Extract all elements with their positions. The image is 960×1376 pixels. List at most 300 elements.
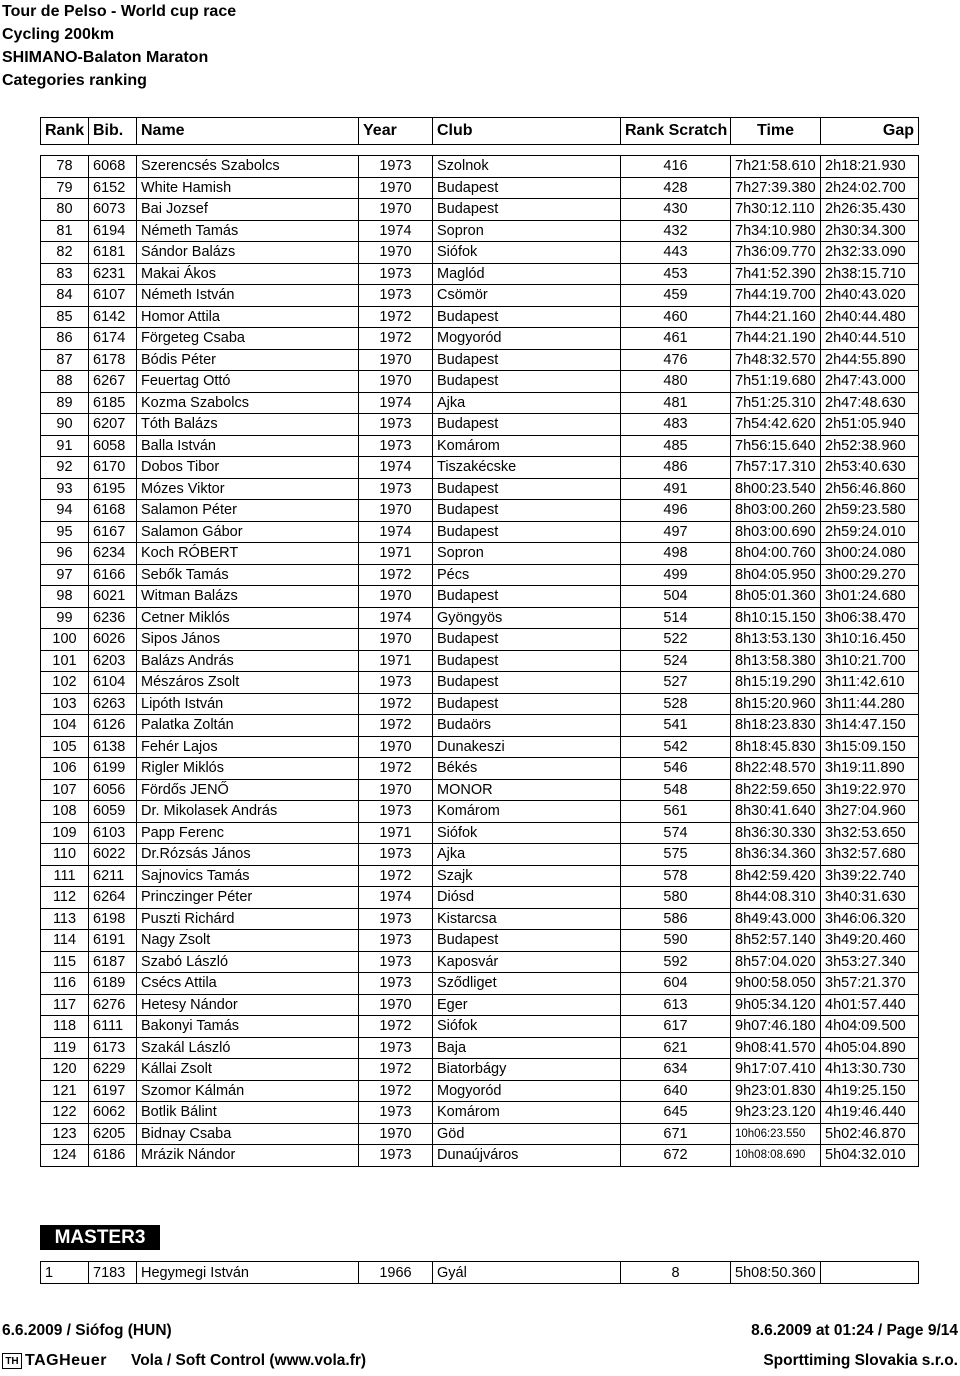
cell-name: Lipóth István <box>137 693 359 715</box>
race-distance: Cycling 200km <box>2 26 115 43</box>
cell-bib: 6138 <box>89 736 137 758</box>
cell-bib: 6068 <box>89 156 137 178</box>
table-row <box>41 865 919 887</box>
cell-year: 1973 <box>359 1102 433 1124</box>
cell-gap: 4h19:46.440 <box>821 1102 919 1124</box>
cell-rank-scratch: 459 <box>621 285 731 307</box>
cell-club: Sződliget <box>433 973 621 995</box>
cell-rank-scratch: 8 <box>621 1262 731 1284</box>
cell-time: 8h18:23.830 <box>731 715 821 737</box>
cell-rank-scratch: 483 <box>621 414 731 436</box>
cell-bib: 6198 <box>89 908 137 930</box>
cell-gap: 2h51:05.940 <box>821 414 919 436</box>
cell-bib: 6264 <box>89 887 137 909</box>
cell-gap: 2h24:02.700 <box>821 177 919 199</box>
cell-rank-scratch: 498 <box>621 543 731 565</box>
cell-rank: 92 <box>41 457 89 479</box>
cell-name: Botlik Bálint <box>137 1102 359 1124</box>
cell-time: 8h49:43.000 <box>731 908 821 930</box>
cell-club: Budapest <box>433 629 621 651</box>
cell-rank: 107 <box>41 779 89 801</box>
cell-bib: 6056 <box>89 779 137 801</box>
cell-bib: 6103 <box>89 822 137 844</box>
cell-name: Mózes Viktor <box>137 478 359 500</box>
cell-gap: 3h00:24.080 <box>821 543 919 565</box>
cell-club: Budapest <box>433 349 621 371</box>
cell-year: 1970 <box>359 586 433 608</box>
cell-club: Komárom <box>433 801 621 823</box>
cell-gap: 3h11:42.610 <box>821 672 919 694</box>
cell-bib: 6211 <box>89 865 137 887</box>
cell-rank-scratch: 514 <box>621 607 731 629</box>
cell-club: Budapest <box>433 199 621 221</box>
cell-rank: 84 <box>41 285 89 307</box>
cell-rank-scratch: 430 <box>621 199 731 221</box>
timing-credit: Sporttiming Slovakia s.r.o. <box>763 1352 958 1369</box>
table-row <box>41 199 919 221</box>
cell-gap: 2h59:24.010 <box>821 521 919 543</box>
cell-club: Maglód <box>433 263 621 285</box>
cell-time: 8h57:04.020 <box>731 951 821 973</box>
cell-gap: 2h38:15.710 <box>821 263 919 285</box>
cell-bib: 6167 <box>89 521 137 543</box>
cell-year: 1973 <box>359 1037 433 1059</box>
cell-bib: 6062 <box>89 1102 137 1124</box>
cell-bib: 6058 <box>89 435 137 457</box>
cell-gap: 3h06:38.470 <box>821 607 919 629</box>
cell-gap: 3h49:20.460 <box>821 930 919 952</box>
cell-rank-scratch: 672 <box>621 1145 731 1167</box>
table-row <box>41 242 919 264</box>
cell-bib: 6178 <box>89 349 137 371</box>
cell-name: Palatka Zoltán <box>137 715 359 737</box>
cell-rank-scratch: 524 <box>621 650 731 672</box>
cell-year: 1973 <box>359 844 433 866</box>
cell-club: Dunakeszi <box>433 736 621 758</box>
cell-club: Budapest <box>433 414 621 436</box>
cell-club: Ajka <box>433 392 621 414</box>
table-row <box>41 392 919 414</box>
cell-bib: 6267 <box>89 371 137 393</box>
cell-rank-scratch: 561 <box>621 801 731 823</box>
print-info: 8.6.2009 at 01:24 / Page 9/14 <box>751 1322 958 1339</box>
cell-gap <box>821 1262 919 1284</box>
cell-year: 1972 <box>359 865 433 887</box>
cell-club: Szajk <box>433 865 621 887</box>
cell-rank: 1 <box>41 1262 89 1284</box>
cell-name: Princzinger Péter <box>137 887 359 909</box>
table-row <box>41 930 919 952</box>
cell-gap: 3h00:29.270 <box>821 564 919 586</box>
cell-club: Siófok <box>433 822 621 844</box>
cell-year: 1973 <box>359 973 433 995</box>
cell-year: 1970 <box>359 779 433 801</box>
table-row <box>41 220 919 242</box>
cell-name: Cetner Miklós <box>137 607 359 629</box>
cell-rank: 116 <box>41 973 89 995</box>
cell-rank: 90 <box>41 414 89 436</box>
cell-name: Feuertag Ottó <box>137 371 359 393</box>
cell-name: Balla István <box>137 435 359 457</box>
cell-club: Budapest <box>433 177 621 199</box>
cell-name: Puszti Richárd <box>137 908 359 930</box>
cell-gap: 2h26:35.430 <box>821 199 919 221</box>
cell-time: 8h00:23.540 <box>731 478 821 500</box>
cell-rank: 81 <box>41 220 89 242</box>
cell-rank: 91 <box>41 435 89 457</box>
table-row <box>41 177 919 199</box>
cell-year: 1972 <box>359 758 433 780</box>
cell-name: Homor Attila <box>137 306 359 328</box>
header-club: Club <box>433 118 621 145</box>
cell-gap: 2h56:46.860 <box>821 478 919 500</box>
cell-time: 8h15:19.290 <box>731 672 821 694</box>
table-row <box>41 650 919 672</box>
cell-name: Hetesy Nándor <box>137 994 359 1016</box>
cell-time: 8h36:30.330 <box>731 822 821 844</box>
cell-year: 1974 <box>359 392 433 414</box>
cell-rank-scratch: 613 <box>621 994 731 1016</box>
cell-year: 1973 <box>359 908 433 930</box>
cell-year: 1970 <box>359 371 433 393</box>
cell-rank-scratch: 546 <box>621 758 731 780</box>
table-row <box>41 736 919 758</box>
cell-rank: 103 <box>41 693 89 715</box>
cell-time: 7h44:21.190 <box>731 328 821 350</box>
cell-rank-scratch: 542 <box>621 736 731 758</box>
cell-year: 1973 <box>359 285 433 307</box>
cell-club: Gyöngyös <box>433 607 621 629</box>
cell-gap: 3h11:44.280 <box>821 693 919 715</box>
cell-gap: 3h32:53.650 <box>821 822 919 844</box>
cell-rank-scratch: 480 <box>621 371 731 393</box>
cell-name: Dobos Tibor <box>137 457 359 479</box>
master-row <box>41 1262 919 1284</box>
table-row <box>41 994 919 1016</box>
cell-gap: 2h40:43.020 <box>821 285 919 307</box>
cell-name: Salamon Gábor <box>137 521 359 543</box>
cell-club: Budapest <box>433 371 621 393</box>
cell-club: MONOR <box>433 779 621 801</box>
cell-rank: 109 <box>41 822 89 844</box>
category-label: MASTER3 <box>40 1225 160 1250</box>
cell-rank: 89 <box>41 392 89 414</box>
cell-rank-scratch: 443 <box>621 242 731 264</box>
cell-time: 8h13:53.130 <box>731 629 821 651</box>
table-row <box>41 951 919 973</box>
cell-gap: 4h13:30.730 <box>821 1059 919 1081</box>
cell-rank: 114 <box>41 930 89 952</box>
cell-gap: 4h19:25.150 <box>821 1080 919 1102</box>
table-row <box>41 306 919 328</box>
cell-bib: 6199 <box>89 758 137 780</box>
cell-time: 8h36:34.360 <box>731 844 821 866</box>
table-row <box>41 1037 919 1059</box>
cell-club: Eger <box>433 994 621 1016</box>
cell-year: 1973 <box>359 801 433 823</box>
cell-rank-scratch: 481 <box>621 392 731 414</box>
cell-rank-scratch: 575 <box>621 844 731 866</box>
cell-club: Mogyoród <box>433 328 621 350</box>
cell-bib: 6170 <box>89 457 137 479</box>
cell-club: Gyál <box>433 1262 621 1284</box>
header-rank: Rank <box>41 118 89 145</box>
table-row <box>41 371 919 393</box>
cell-rank-scratch: 621 <box>621 1037 731 1059</box>
cell-name: Csécs Attila <box>137 973 359 995</box>
cell-name: Szomor Kálmán <box>137 1080 359 1102</box>
cell-time: 9h23:01.830 <box>731 1080 821 1102</box>
cell-rank: 85 <box>41 306 89 328</box>
cell-name: Németh Tamás <box>137 220 359 242</box>
table-row <box>41 1080 919 1102</box>
cell-rank: 79 <box>41 177 89 199</box>
cell-club: Mogyoród <box>433 1080 621 1102</box>
cell-bib: 6073 <box>89 199 137 221</box>
cell-time: 8h44:08.310 <box>731 887 821 909</box>
cell-gap: 2h30:34.300 <box>821 220 919 242</box>
cell-bib: 6104 <box>89 672 137 694</box>
cell-gap: 2h32:33.090 <box>821 242 919 264</box>
cell-name: Tóth Balázs <box>137 414 359 436</box>
cell-rank: 112 <box>41 887 89 909</box>
cell-bib: 6231 <box>89 263 137 285</box>
cell-year: 1970 <box>359 629 433 651</box>
cell-time: 7h48:32.570 <box>731 349 821 371</box>
cell-gap: 3h10:16.450 <box>821 629 919 651</box>
table-row <box>41 586 919 608</box>
cell-year: 1972 <box>359 328 433 350</box>
cell-club: Dunaújváros <box>433 1145 621 1167</box>
software-credit: Vola / Soft Control (www.vola.fr) <box>131 1352 367 1369</box>
cell-club: Békés <box>433 758 621 780</box>
cell-rank-scratch: 528 <box>621 693 731 715</box>
cell-rank-scratch: 617 <box>621 1016 731 1038</box>
cell-rank-scratch: 416 <box>621 156 731 178</box>
cell-bib: 6195 <box>89 478 137 500</box>
cell-time: 7h44:21.160 <box>731 306 821 328</box>
table-row <box>41 1123 919 1145</box>
cell-bib: 6189 <box>89 973 137 995</box>
cell-rank-scratch: 640 <box>621 1080 731 1102</box>
cell-rank-scratch: 504 <box>621 586 731 608</box>
cell-club: Sopron <box>433 220 621 242</box>
cell-name: Fehér Lajos <box>137 736 359 758</box>
cell-rank-scratch: 592 <box>621 951 731 973</box>
table-row <box>41 607 919 629</box>
cell-club: Siófok <box>433 242 621 264</box>
cell-year: 1973 <box>359 156 433 178</box>
table-row <box>41 629 919 651</box>
cell-time: 7h36:09.770 <box>731 242 821 264</box>
cell-year: 1971 <box>359 650 433 672</box>
cell-rank: 124 <box>41 1145 89 1167</box>
cell-rank: 101 <box>41 650 89 672</box>
cell-time: 7h27:39.380 <box>731 177 821 199</box>
cell-year: 1973 <box>359 435 433 457</box>
cell-rank-scratch: 671 <box>621 1123 731 1145</box>
cell-rank: 105 <box>41 736 89 758</box>
table-row <box>41 844 919 866</box>
cell-rank: 115 <box>41 951 89 973</box>
cell-bib: 6174 <box>89 328 137 350</box>
cell-gap: 2h47:43.000 <box>821 371 919 393</box>
cell-rank-scratch: 491 <box>621 478 731 500</box>
cell-year: 1972 <box>359 1059 433 1081</box>
cell-rank-scratch: 548 <box>621 779 731 801</box>
cell-year: 1973 <box>359 672 433 694</box>
cell-gap: 2h47:48.630 <box>821 392 919 414</box>
cell-time: 8h03:00.260 <box>731 500 821 522</box>
table-row <box>41 1102 919 1124</box>
cell-rank-scratch: 460 <box>621 306 731 328</box>
cell-gap: 4h04:09.500 <box>821 1016 919 1038</box>
cell-rank-scratch: 461 <box>621 328 731 350</box>
header-year: Year <box>359 118 433 145</box>
cell-club: Komárom <box>433 435 621 457</box>
cell-name: Fördős JENŐ <box>137 779 359 801</box>
cell-time: 7h21:58.610 <box>731 156 821 178</box>
cell-rank-scratch: 476 <box>621 349 731 371</box>
table-row <box>41 973 919 995</box>
cell-year: 1973 <box>359 930 433 952</box>
cell-club: Siófok <box>433 1016 621 1038</box>
tagheuer-logo <box>2 1351 107 1371</box>
cell-rank: 117 <box>41 994 89 1016</box>
table-row <box>41 478 919 500</box>
cell-rank: 102 <box>41 672 89 694</box>
cell-gap: 3h19:11.890 <box>821 758 919 780</box>
cell-rank-scratch: 485 <box>621 435 731 457</box>
cell-year: 1972 <box>359 1080 433 1102</box>
cell-rank: 99 <box>41 607 89 629</box>
cell-club: Biatorbágy <box>433 1059 621 1081</box>
cell-time: 8h13:58.380 <box>731 650 821 672</box>
cell-year: 1970 <box>359 242 433 264</box>
cell-rank-scratch: 499 <box>621 564 731 586</box>
cell-name: Förgeteg Csaba <box>137 328 359 350</box>
cell-bib: 7183 <box>89 1262 137 1284</box>
cell-gap: 2h18:21.930 <box>821 156 919 178</box>
ranking-type: Categories ranking <box>2 72 147 89</box>
cell-rank-scratch: 432 <box>621 220 731 242</box>
cell-bib: 6207 <box>89 414 137 436</box>
cell-gap: 2h52:38.960 <box>821 435 919 457</box>
cell-name: Bidnay Csaba <box>137 1123 359 1145</box>
cell-time: 9h00:58.050 <box>731 973 821 995</box>
cell-club: Sopron <box>433 543 621 565</box>
table-row <box>41 285 919 307</box>
cell-year: 1973 <box>359 1145 433 1167</box>
cell-rank-scratch: 541 <box>621 715 731 737</box>
cell-year: 1972 <box>359 306 433 328</box>
cell-rank: 78 <box>41 156 89 178</box>
cell-time: 7h44:19.700 <box>731 285 821 307</box>
cell-rank: 118 <box>41 1016 89 1038</box>
cell-name: Mrázik Nándor <box>137 1145 359 1167</box>
cell-gap: 2h44:55.890 <box>821 349 919 371</box>
cell-gap: 3h32:57.680 <box>821 844 919 866</box>
cell-gap: 5h04:32.010 <box>821 1145 919 1167</box>
table-row <box>41 779 919 801</box>
event-date-place: 6.6.2009 / Siófog (HUN) <box>2 1322 172 1339</box>
cell-club: Budapest <box>433 500 621 522</box>
cell-rank-scratch: 486 <box>621 457 731 479</box>
cell-club: Budapest <box>433 586 621 608</box>
cell-year: 1972 <box>359 693 433 715</box>
cell-bib: 6021 <box>89 586 137 608</box>
cell-rank: 108 <box>41 801 89 823</box>
cell-name: Witman Balázs <box>137 586 359 608</box>
cell-bib: 6126 <box>89 715 137 737</box>
cell-name: Sipos János <box>137 629 359 651</box>
cell-time: 8h05:01.360 <box>731 586 821 608</box>
cell-name: Bakonyi Tamás <box>137 1016 359 1038</box>
header-bib: Bib. <box>89 118 137 145</box>
cell-bib: 6186 <box>89 1145 137 1167</box>
cell-rank: 95 <box>41 521 89 543</box>
cell-year: 1972 <box>359 564 433 586</box>
cell-club: Pécs <box>433 564 621 586</box>
cell-gap: 3h40:31.630 <box>821 887 919 909</box>
cell-rank-scratch: 574 <box>621 822 731 844</box>
master-table <box>40 1261 919 1284</box>
cell-bib: 6181 <box>89 242 137 264</box>
cell-club: Tiszakécske <box>433 457 621 479</box>
cell-rank-scratch: 604 <box>621 973 731 995</box>
cell-name: Rigler Miklós <box>137 758 359 780</box>
cell-gap: 3h57:21.370 <box>821 973 919 995</box>
cell-name: Sebők Tamás <box>137 564 359 586</box>
cell-bib: 6187 <box>89 951 137 973</box>
cell-year: 1974 <box>359 607 433 629</box>
cell-rank: 120 <box>41 1059 89 1081</box>
cell-name: Dr. Mikolasek András <box>137 801 359 823</box>
cell-bib: 6152 <box>89 177 137 199</box>
cell-rank-scratch: 590 <box>621 930 731 952</box>
table-row <box>41 521 919 543</box>
cell-gap: 3h14:47.150 <box>821 715 919 737</box>
cell-name: White Hamish <box>137 177 359 199</box>
cell-gap: 3h10:21.700 <box>821 650 919 672</box>
cell-year: 1971 <box>359 543 433 565</box>
cell-time: 7h51:25.310 <box>731 392 821 414</box>
table-row <box>41 543 919 565</box>
cell-year: 1974 <box>359 457 433 479</box>
cell-time: 9h23:23.120 <box>731 1102 821 1124</box>
cell-bib: 6234 <box>89 543 137 565</box>
cell-time: 8h22:59.650 <box>731 779 821 801</box>
cell-time: 10h08:08.690 <box>731 1145 821 1167</box>
cell-club: Baja <box>433 1037 621 1059</box>
cell-rank: 86 <box>41 328 89 350</box>
cell-rank: 113 <box>41 908 89 930</box>
cell-name: Szerencsés Szabolcs <box>137 156 359 178</box>
cell-bib: 6185 <box>89 392 137 414</box>
cell-year: 1973 <box>359 414 433 436</box>
cell-club: Budapest <box>433 693 621 715</box>
cell-name: Bódis Péter <box>137 349 359 371</box>
cell-club: Budapest <box>433 478 621 500</box>
cell-rank: 122 <box>41 1102 89 1124</box>
cell-bib: 6168 <box>89 500 137 522</box>
cell-gap: 2h40:44.480 <box>821 306 919 328</box>
cell-rank: 93 <box>41 478 89 500</box>
cell-rank-scratch: 645 <box>621 1102 731 1124</box>
cell-year: 1973 <box>359 263 433 285</box>
cell-year: 1970 <box>359 994 433 1016</box>
cell-time: 7h54:42.620 <box>731 414 821 436</box>
